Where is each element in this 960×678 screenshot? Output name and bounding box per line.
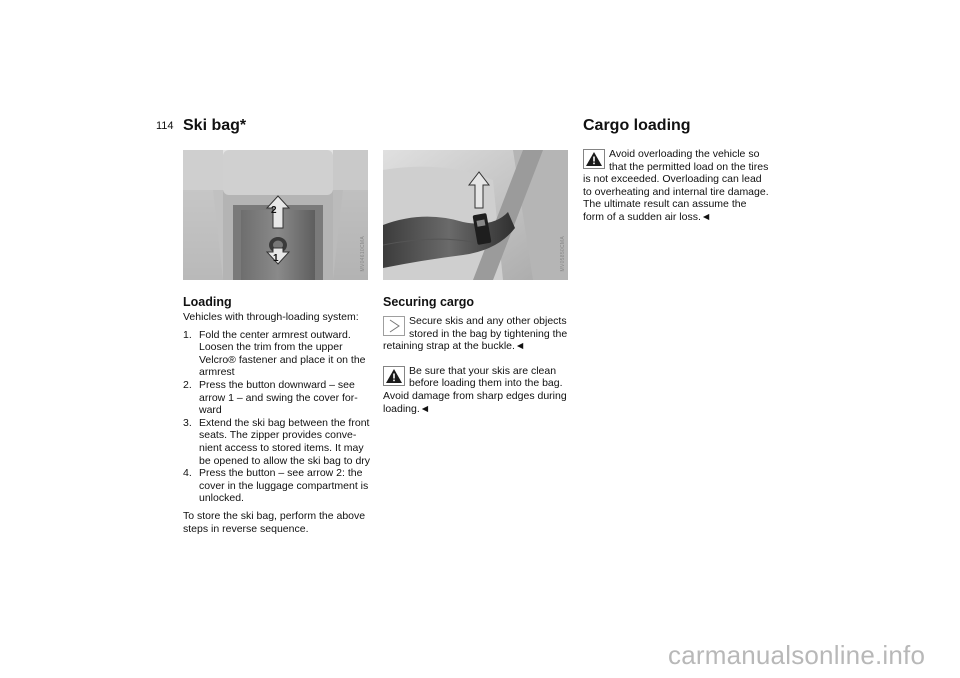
ski-bag-cover-photo [183,150,368,280]
note-line: stored in the bag by tightening the [409,327,568,340]
loading-body [183,311,378,535]
section-title-cargo-loading: Cargo loading [583,117,691,134]
note-line: Avoid damage from sharp edges during [383,389,567,402]
warning-triangle-icon [383,366,405,386]
loading-intro: Vehicles with through-loading system: [183,311,359,323]
step-line: unlocked. [199,492,244,505]
footer-watermark[interactable]: carmanualsonline.info [668,640,926,670]
note-line: loading.◄ [383,402,431,415]
step-line: Velcro® fastener and place it on the [199,353,366,366]
step-line: Fold the center armrest outward. [199,328,351,341]
step-line: Extend the ski bag between the front [199,416,370,429]
step-line: Press the button downward – see [199,378,355,391]
photo-code: MV05850CMA [560,236,566,272]
outro-line: steps in reverse sequence. [183,522,309,535]
step-line: arrow 1 – and swing the cover for- [199,391,358,404]
loading-heading: Loading [183,295,232,309]
loading-section [183,295,378,535]
warning-note [383,365,578,415]
note-line: retaining strap at the buckle.◄ [383,340,526,353]
info-note [383,315,578,353]
cargo-loading-warning [583,148,783,224]
step-line: ward [199,404,222,417]
step-line: Press the button – see arrow 2: the [199,467,363,480]
warning-triangle-icon [583,149,605,169]
photo-code: MV04610CMA [360,236,366,272]
step-number: 1. [183,328,192,341]
step-line: nient access to stored items. It may [199,441,364,454]
step-line: seats. The zipper provides conve- [199,429,357,442]
note-line: before loading them into the bag. [409,377,563,390]
info-triangle-icon [383,316,405,336]
ski-bag-strap-photo [383,150,568,280]
securing-cargo-heading: Securing cargo [383,295,474,309]
svg-text:2: 2 [271,205,277,216]
note-line: Be sure that your skis are clean [409,364,557,377]
step-item [183,329,378,379]
warning-line: form of a sudden air loss.◄ [583,210,712,223]
step-item [183,379,378,417]
strap-illustration [383,150,568,280]
warning-line: Avoid overloading the vehicle so [609,148,760,160]
page-number: 114 [156,120,174,132]
step-line: cover in the luggage compartment is [199,479,369,492]
loading-steps [183,329,378,505]
step-number: 4. [183,467,192,480]
step-line: be opened to allow the ski bag to dry [199,454,371,467]
warning-line: The ultimate result can assume the [583,198,747,211]
step-item [183,417,378,467]
outro-line: To store the ski bag, perform the above [183,509,366,522]
svg-text:1: 1 [273,253,279,264]
loading-outro [183,510,378,535]
step-number: 3. [183,416,192,429]
section-title-ski-bag: Ski bag* [183,117,247,134]
warning-line: is not exceeded. Overloading can lead [583,173,762,186]
note-line: Secure skis and any other objects [409,315,567,327]
step-item [183,467,378,505]
armrest-illustration [183,150,368,280]
step-number: 2. [183,378,192,391]
warning-line: that the permitted load on the tires [609,160,769,173]
step-line: armrest [199,366,235,379]
securing-cargo-section [383,295,578,415]
warning-line: to overheating and internal tire damage. [583,185,769,198]
step-line: Loosen the trim from the upper [199,341,343,354]
